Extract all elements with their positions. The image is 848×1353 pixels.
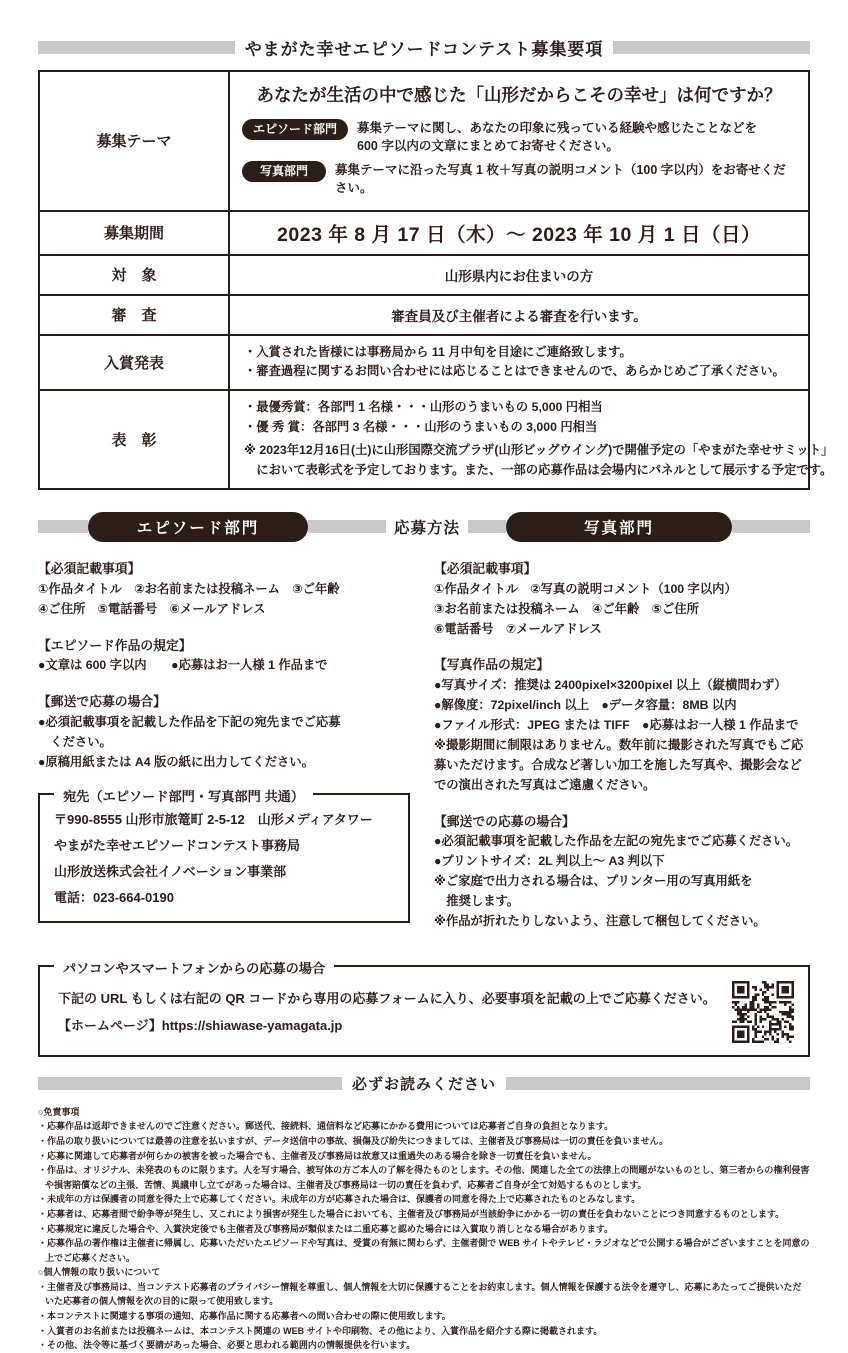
privacy-heading: ○個人情報の取り扱いについて (38, 1267, 161, 1278)
apply-section-banner (38, 512, 810, 542)
row-label-announcement: 入賞発表 (40, 336, 230, 390)
title-bar-right (613, 41, 810, 54)
row-label-period: 募集期間 (40, 212, 230, 254)
privacy-item: ・本コンテストに関連する事項の通知、応募作品に関する応募者への問い合わせの際に使用致します。 (38, 1310, 451, 1321)
privacy-item: ・主催者及び事務局は、当コンテスト応募者のプライバシー情報を尊重し、個人情報を大切に保護することをお約束します。個人情報を保護する法令を遵守し、応募にあたってご提供いただいた応募者の個人情報を次の目的に限って使用致します。 (38, 1281, 802, 1307)
episode-required-block (38, 558, 410, 620)
photo-rules-line: ●写真サイズ：推奨は 2400pixel×3200pixel 以上（縦横問わず） (434, 678, 787, 693)
theme-question: あなたが生活の中で感じた「山形だからこその幸せ」は何ですか？ (256, 85, 782, 105)
address-line: 〒990-8555 山形市旅篭町 2-5-12 山形メディアタワー (54, 811, 373, 827)
photo-mail-line: ●プリントサイズ：2L 判以上～ A3 判以下 (434, 854, 665, 869)
qr-code (732, 981, 794, 1043)
photo-rules-block (434, 654, 810, 795)
web-apply-box-title: パソコンやスマートフォンからの応募の場合 (54, 958, 334, 977)
disclaimer-item: ・作品は、オリジナル、未発表のものに限ります。人を写す場合、被写体の方ご本人の了解を得たものとします。その他、関連した全ての法律上の問題がないものとし、第三者からの権利侵害や損害賠償などの主張、苦情、異議申し立てがあった場合は、主催者及び事務局は一切の責任を負わず、応募者ご自身が全て対処するものとします。 (38, 1165, 810, 1190)
announcement-lines (230, 336, 808, 390)
photo-rules-line: ●ファイル形式：JPEG または TIFF ●応募はお一人様 1 作品まで (434, 717, 799, 732)
photo-mail-block (434, 811, 810, 932)
photo-badge: 写真部門 (242, 161, 326, 182)
row-label-screening: 審 査 (40, 296, 230, 334)
sect-bar (38, 520, 88, 533)
photo-rules-heading: 【写真作品の規定】 (434, 657, 550, 673)
episode-rules-block (38, 635, 410, 677)
disclaimer-item: ・応募に関連して応募者が何らかの被害を被った場合でも、主催者及び事務局は故意又は重過失のある場合を除き一切責任を負いません。 (38, 1150, 597, 1161)
awards-line: において表彰式を予定しております。また、一部の応募作品は会場内にパネルとして展示する予定です。 (244, 463, 833, 478)
privacy-item: ・入賞者のお名前または投稿ネームは、本コンテスト関連の WEB サイトや印刷物、その他により、入賞作品を紹介する際に掲載されます。 (38, 1325, 603, 1336)
episode-rules-heading: 【エピソード作品の規定】 (38, 637, 192, 653)
photo-required-line: ⑥電話番号 ⑦メールアドレス (434, 621, 602, 636)
homepage-line (58, 1012, 718, 1039)
homepage-label: 【ホームページ】 (58, 1017, 162, 1033)
episode-mail-line: ください。 (38, 734, 112, 749)
notice-bar-right (506, 1077, 810, 1090)
photo-mail-line: ※作品が折れたりしないよう、注意して梱包してください。 (434, 913, 766, 928)
episode-required-heading: 【必須記載事項】 (38, 560, 141, 576)
privacy-item: ・その他、法令等に基づく要請があった場合、必要と思われる範囲内の情報提供を行います。 (38, 1340, 416, 1351)
row-content-announcement (230, 336, 808, 390)
photo-theme-row (242, 161, 796, 197)
table-row-announcement (40, 334, 808, 390)
row-content-awards (230, 391, 847, 488)
sect-bar (308, 520, 386, 533)
episode-section-pill: エピソード部門 (88, 512, 308, 542)
announcement-line: ・審査過程に関するお問い合わせには応じることはできませんので、あらかじめご了承ください。 (244, 364, 785, 379)
photo-mail-heading: 【郵送での応募の場合】 (434, 813, 575, 829)
table-row-period (40, 210, 808, 254)
notice-bar-left (38, 1077, 342, 1090)
phone-number: 電話：023-664-0190 (54, 889, 174, 905)
episode-mail-block (38, 691, 410, 772)
sect-bar (468, 520, 506, 533)
photo-required-line: ③お名前または投稿ネーム ④ご年齢 ⑤ご住所 (434, 601, 699, 616)
awards-line: ・最優秀賞：各部門 1 名様・・・山形のうまいもの 5,000 円相当 (244, 400, 603, 415)
photo-mail-line: ●必須記載事項を記載した作品を左記の宛先までご応募ください。 (434, 834, 799, 849)
photo-column (434, 558, 810, 947)
row-content-period (230, 212, 808, 254)
row-content-target (230, 256, 808, 294)
awards-line: ※ 2023年12月16日(土)に山形国際交流プラザ(山形ビッグウイング)で開催予定の「やまがた幸せサミット」 (244, 443, 834, 458)
episode-required-line: ④ご住所 ⑤電話番号 ⑥メールアドレス (38, 601, 266, 616)
photo-mail-line: ※ご家庭で出力される場合は、プリンター用の写真用紙を (434, 874, 753, 889)
episode-badge: エピソード部門 (242, 119, 348, 140)
row-label-theme: 募集テーマ (40, 72, 230, 210)
summary-table (38, 70, 834, 490)
page-title-banner (38, 36, 810, 58)
web-apply-box (38, 960, 810, 1057)
disclaimer-item: ・応募者は、応募者間で紛争等が発生し、又これにより損害が発生した場合においても、主催者及び事務局が当該紛争にかかる一切の責任を負わないことにつき同意するものとします。 (38, 1208, 785, 1219)
disclaimer-heading: ○免責事項 (38, 1106, 80, 1117)
disclaimer-item: ・作品の取り扱いについては最善の注意を払いますが、データ送信中の事故、損傷及び紛失につきましては、主催者及び事務局は一切の責任を負いません。 (38, 1136, 669, 1147)
photo-required-line: ①作品タイトル ②写真の説明コメント（100 字以内） (434, 581, 737, 596)
table-row-awards (40, 389, 834, 488)
photo-theme-text (335, 161, 796, 197)
episode-mail-line: ●原稿用紙または A4 版の紙に出力してください。 (38, 754, 314, 769)
apply-method-label: 応募方法 (394, 519, 461, 537)
address-line: やまがた幸せエピソードコンテスト事務局 (54, 837, 300, 853)
disclaimer-item: ・応募規定に違反した場合や、入賞決定後でも主催者及び事務局が類似または二重応募と認めた場合には入賞取り消しとなる場合があります。 (38, 1223, 614, 1234)
episode-theme-text (357, 119, 757, 155)
episode-theme-line1: 募集テーマに関し、あなたの印象に残っている経験や感じたことなどを (357, 121, 758, 135)
notice-banner (38, 1073, 810, 1095)
photo-mail-line: 推奨します。 (434, 894, 520, 909)
episode-required-line: ①作品タイトル ②お名前または投稿ネーム ③ご年齢 (38, 581, 340, 596)
episode-mail-line: ●必須記載事項を記載した作品を下記の宛先までご応募 (38, 714, 341, 729)
fine-print (38, 1105, 810, 1353)
row-content-screening (230, 296, 808, 334)
episode-mail-heading: 【郵送で応募の場合】 (38, 694, 166, 710)
flyer-content (38, 0, 834, 1353)
address-line: 山形放送株式会社イノベーション事業部 (54, 863, 287, 879)
target-value: 山形県内にお住まいの方 (444, 268, 594, 284)
photo-section-pill: 写真部門 (506, 512, 732, 542)
address-box-title: 宛先（エピソード部門・写真部門 共通） (54, 786, 313, 805)
homepage-url-link[interactable]: https://shiawase-yamagata.jp (161, 1017, 343, 1033)
announcement-line: ・入賞された皆様には事務局から 11 月中旬を目途にご連絡致します。 (244, 344, 632, 359)
sect-bar (732, 520, 810, 533)
episode-theme-line2: 600 字以内の文章にまとめてお寄せください。 (357, 139, 619, 154)
awards-lines (230, 391, 847, 488)
photo-required-heading: 【必須記載事項】 (434, 560, 537, 576)
web-apply-text (58, 985, 718, 1040)
disclaimer-item: ・応募作品の著作権は主催者に帰属し、応募いただいたエピソードや写真は、受賞の有無に関わらず、主催者側で WEB サイトやテレビ・ラジオなどで公開する場合がございますことを同意の上でご応募ください。 (38, 1238, 810, 1263)
notice-title: 必ずお読みください (352, 1076, 497, 1094)
row-content-theme (230, 72, 808, 210)
episode-theme-row (242, 119, 796, 155)
row-label-awards: 表 彰 (40, 391, 230, 488)
episode-column (38, 558, 410, 923)
title-bar-left (38, 41, 235, 54)
table-row-theme (40, 72, 808, 210)
period-value: 2023 年 8 月 17 日（木）～ 2023 年 10 月 1 日（日） (277, 223, 761, 246)
table-row-target (40, 254, 808, 294)
screening-value: 審査員及び主催者による審査を行います。 (391, 308, 647, 324)
photo-theme-line1: 募集テーマに沿った写真 1 枚＋写真の説明コメント（100 字以内）をお寄せください。 (335, 163, 786, 196)
page-title: やまがた幸せエピソードコンテスト募集要項 (244, 39, 604, 59)
photo-required-block (434, 558, 810, 639)
awards-line: ・優 秀 賞：各部門 3 名様・・・山形のうまいもの 3,000 円相当 (244, 420, 598, 435)
table-row-screening (40, 294, 808, 334)
photo-rules-note: ※撮影期間に制限はありません。数年前に撮影された写真でもご応募いただけます。合成など著しい加工を施した写真や、撮影会などでの演出された写真はご遠慮ください。 (434, 737, 804, 792)
episode-rules-line: ●文章は 600 字以内 ●応募はお一人様 1 作品まで (38, 658, 328, 673)
web-apply-instruction: 下記の URL もしくは右記の QR コードから専用の応募フォームに入り、必要事項を記載の上でご応募ください。 (58, 990, 716, 1006)
photo-rules-line: ●解像度：72pixel/inch 以上 ●データ容量：8MB 以内 (434, 698, 737, 713)
disclaimer-item: ・応募作品は返却できませんのでご注意ください。郵送代、接続料、通信料など応募にかかる費用については応募者ご自身の負担となります。 (38, 1121, 614, 1132)
row-label-target: 対 象 (40, 256, 230, 294)
apply-columns (38, 558, 810, 947)
mailing-address-box (38, 788, 410, 923)
disclaimer-item: ・未成年の方は保護者の同意を得た上で応募してください。未成年の方が応募された場合は、保護者の同意を得た上で応募されたものとみなします。 (38, 1194, 641, 1205)
